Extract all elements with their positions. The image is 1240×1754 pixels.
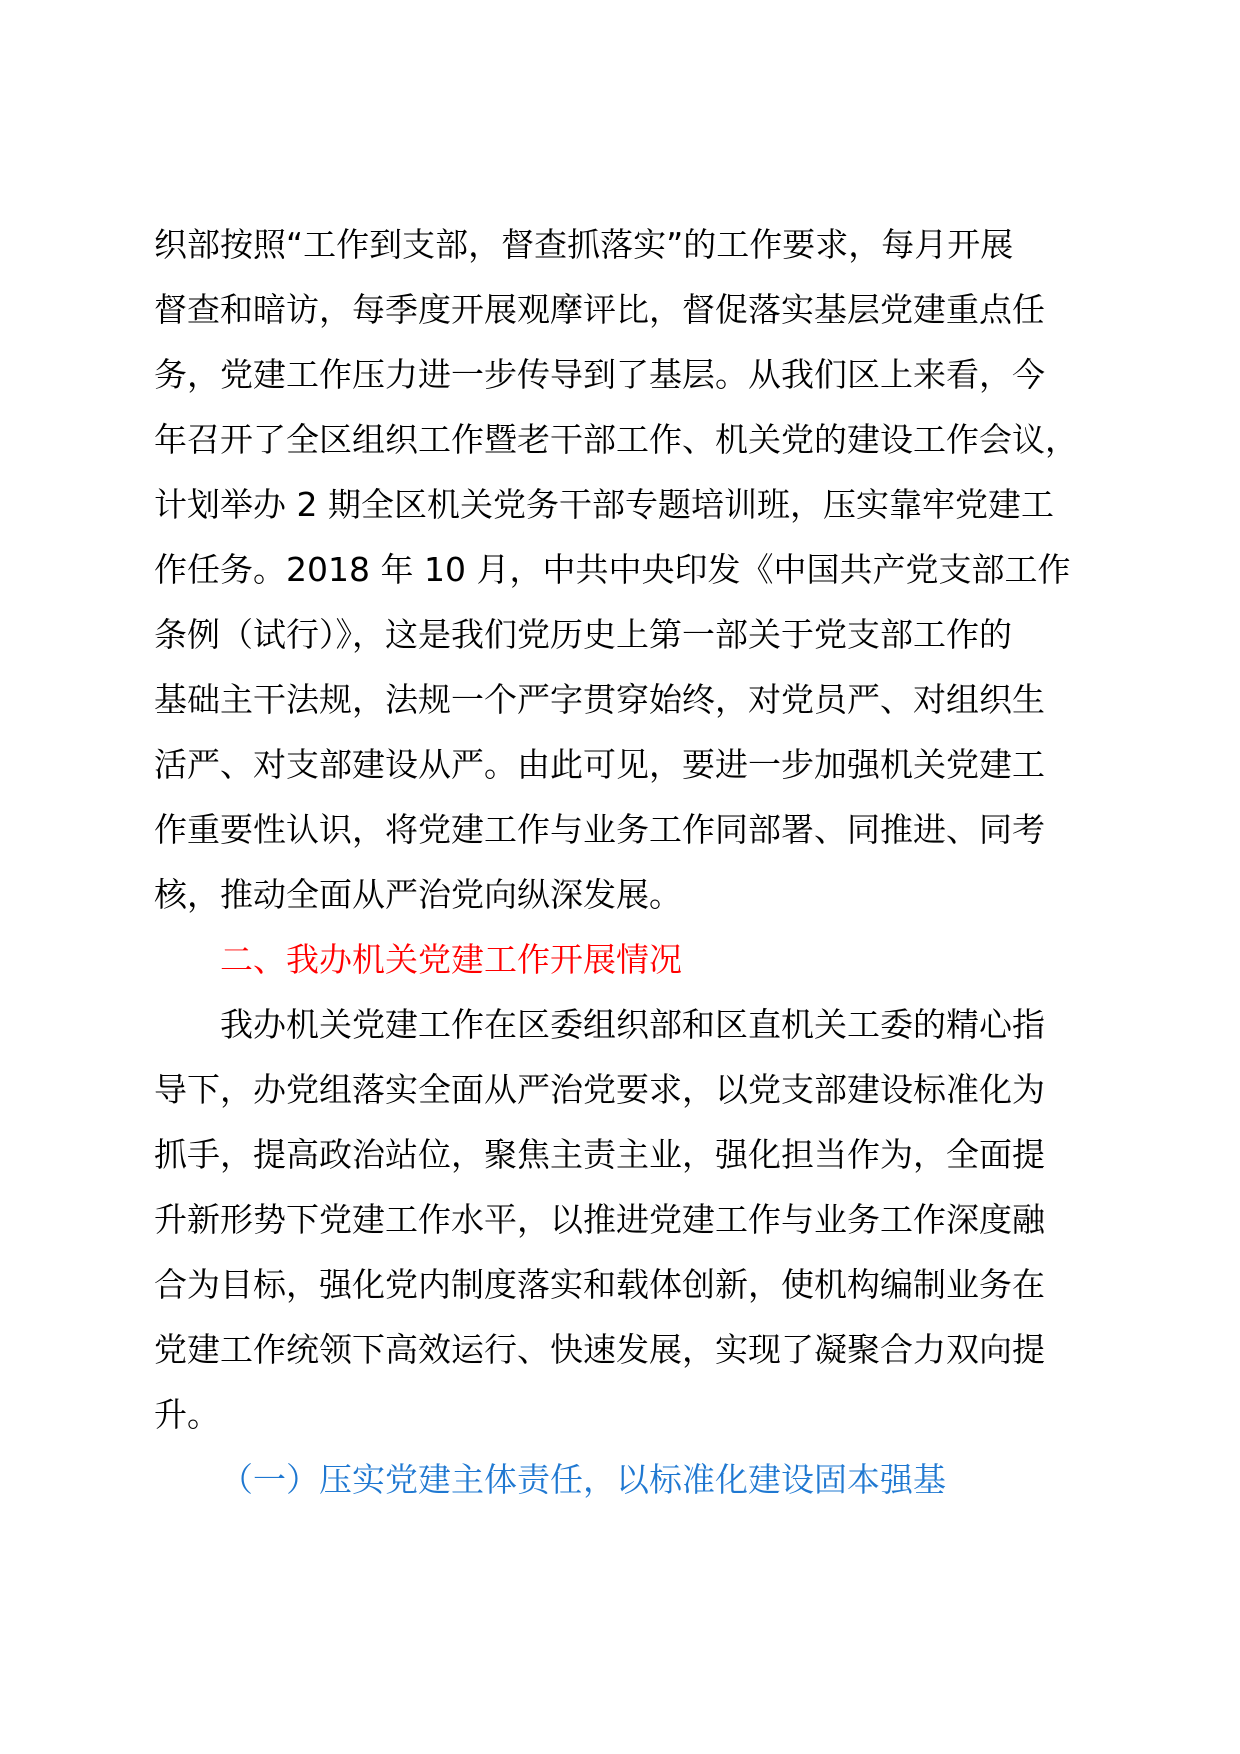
paragraph-line: 计划举办 2 期全区机关党务干部专题培训班，压实靠牢党建工	[154, 485, 1054, 524]
paragraph-line: 督查和暗访，每季度开展观摩评比，督促落实基层党建重点任	[154, 290, 1045, 329]
paragraph-line: 基础主干法规，法规一个严字贯穿始终，对党员严、对组织生	[154, 680, 1045, 719]
paragraph-line: 作任务。2018 年 10 月，中共中央印发《中国共产党支部工作	[154, 550, 1071, 589]
paragraph-line: 务，党建工作压力进一步传导到了基层。从我们区上来看，今	[154, 355, 1045, 394]
paragraph-line: 活严、对支部建设从严。由此可见，要进一步加强机关党建工	[154, 745, 1045, 784]
subsection-heading: （一）压实党建主体责任，以标准化建设固本强基	[220, 1460, 946, 1499]
paragraph-line: 党建工作统领下高效运行、快速发展，实现了凝聚合力双向提	[154, 1330, 1045, 1369]
paragraph-line: 年召开了全区组织工作暨老干部工作、机关党的建设工作会议，	[154, 420, 1078, 459]
paragraph-line: 作重要性认识，将党建工作与业务工作同部署、同推进、同考	[154, 810, 1045, 849]
paragraph-line: 核，推动全面从严治党向纵深发展。	[154, 875, 682, 914]
paragraph-line: 合为目标，强化党内制度落实和载体创新，使机构编制业务在	[154, 1265, 1045, 1304]
section-heading: 二、我办机关党建工作开展情况	[220, 940, 682, 979]
paragraph-line: 升新形势下党建工作水平，以推进党建工作与业务工作深度融	[154, 1200, 1045, 1239]
paragraph-line: 条例（试行）》，这是我们党历史上第一部关于党支部工作的	[154, 615, 1012, 654]
paragraph-line: 我办机关党建工作在区委组织部和区直机关工委的精心指	[220, 1005, 1045, 1044]
paragraph-line: 升。	[154, 1395, 220, 1434]
paragraph-line: 织部按照“工作到支部，督查抓落实”的工作要求，每月开展	[154, 225, 1014, 264]
paragraph-line: 导下，办党组落实全面从严治党要求，以党支部建设标准化为	[154, 1070, 1045, 1109]
paragraph-line: 抓手，提高政治站位，聚焦主责主业，强化担当作为，全面提	[154, 1135, 1045, 1174]
